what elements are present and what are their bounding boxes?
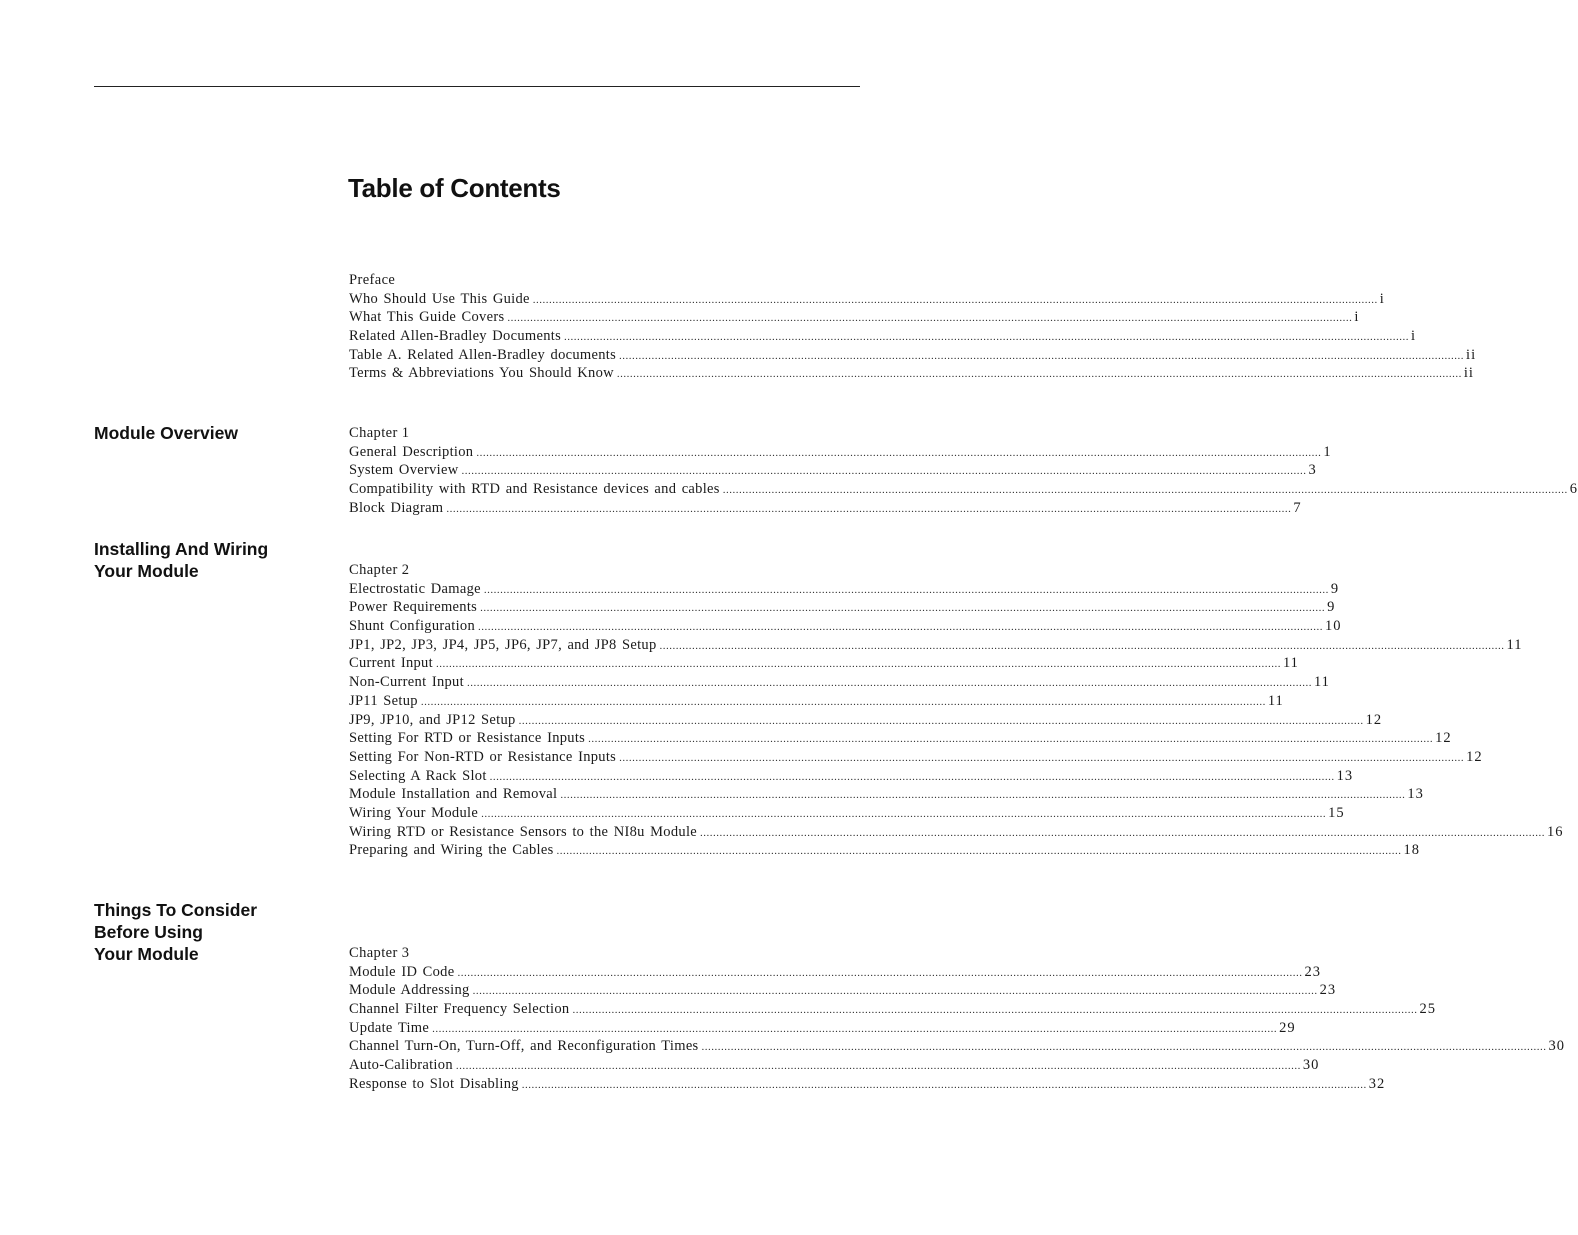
toc-section-chapter-3 [349, 944, 1565, 1094]
toc-entry-title: Module Installation and Removal [349, 786, 558, 803]
toc-entry-title: JP11 Setup [349, 692, 418, 709]
toc-entry[interactable] [349, 443, 1332, 462]
toc-entry-page-number: 25 [1419, 1001, 1436, 1018]
toc-entry-title: JP1, JP2, JP3, JP4, JP5, JP6, JP7, and JP8 Setup [349, 636, 657, 653]
toc-entry-title: System Overview [349, 462, 459, 479]
toc-entry-title: JP9, JP10, and JP12 Setup [349, 711, 516, 728]
section-label: Preface [349, 272, 396, 288]
toc-entry-title: Setting For Non-RTD or Resistance Inputs [349, 748, 617, 765]
toc-entry-title: Preparing and Wiring the Cables [349, 842, 554, 859]
toc-entry-page-number: 1 [1323, 443, 1332, 460]
toc-entry-page-number: 9 [1327, 599, 1336, 616]
toc-entry-page-number: 29 [1279, 1019, 1296, 1036]
toc-entry-title: Non-Current Input [349, 674, 464, 691]
toc-entry[interactable] [349, 290, 1385, 309]
dot-leader: .................................................................................................................................................................................................................................................................... [481, 807, 1327, 820]
toc-entry-page-number: ii [1463, 365, 1474, 382]
toc-entry-page-number: 12 [1435, 730, 1452, 747]
toc-entry[interactable] [349, 499, 1302, 518]
dot-leader: .................................................................................................................................................................................................................................................................... [420, 695, 1266, 708]
toc-entry[interactable] [349, 308, 1360, 327]
side-heading-module-overview: Module Overview [94, 423, 238, 443]
side-heading-line: Your Module [94, 561, 199, 581]
dot-leader: .................................................................................................................................................................................................................................................................... [461, 465, 1307, 478]
toc-entry-page-number: 30 [1548, 1038, 1565, 1055]
dot-leader: .................................................................................................................................................................................................................................................................... [659, 639, 1505, 652]
toc-entry[interactable] [349, 711, 1383, 730]
section-label: Chapter 2 [349, 562, 410, 578]
toc-entry-title: Electrostatic Damage [349, 580, 481, 597]
dot-leader: .................................................................................................................................................................................................................................................................... [446, 502, 1292, 515]
toc-entry-title: Shunt Configuration [349, 618, 476, 635]
dot-leader: .................................................................................................................................................................................................................................................................... [619, 751, 1465, 764]
toc-entry-title: Auto-Calibration [349, 1057, 453, 1074]
toc-entry[interactable] [349, 598, 1336, 617]
toc-entry[interactable] [349, 346, 1477, 365]
toc-section-preface [349, 271, 1477, 383]
dot-leader: .................................................................................................................................................................................................................................................................... [489, 770, 1335, 783]
toc-entry[interactable] [349, 963, 1321, 982]
toc-entry[interactable] [349, 461, 1317, 480]
side-heading-line: Things To Consider [94, 900, 258, 920]
toc-entry[interactable] [349, 1037, 1565, 1056]
side-heading-things-to-consider [94, 899, 324, 965]
toc-entry-page-number: 13 [1407, 786, 1424, 803]
toc-section-chapter-1 [349, 424, 1578, 517]
dot-leader: .................................................................................................................................................................................................................................................................... [572, 1004, 1418, 1017]
toc-entry[interactable] [349, 654, 1299, 673]
toc-entry[interactable] [349, 692, 1284, 711]
section-label: Chapter 3 [349, 945, 410, 961]
toc-entry-page-number: 23 [1304, 963, 1321, 980]
toc-entry-page-number: i [1354, 309, 1360, 326]
toc-entry-page-number: i [1411, 328, 1417, 345]
toc-entry-page-number: 11 [1282, 655, 1299, 672]
dot-leader: .................................................................................................................................................................................................................................................................... [480, 602, 1326, 615]
dot-leader: .................................................................................................................................................................................................................................................................... [455, 1060, 1301, 1073]
dot-leader: .................................................................................................................................................................................................................................................................... [588, 733, 1434, 746]
toc-entry[interactable] [349, 1000, 1436, 1019]
toc-entry-page-number: 16 [1547, 823, 1564, 840]
toc-entry-page-number: 13 [1336, 767, 1354, 784]
toc-entry[interactable] [349, 804, 1345, 823]
toc-entry[interactable] [349, 673, 1330, 692]
toc-entry-title: Who Should Use This Guide [349, 290, 530, 307]
toc-entry-page-number: 12 [1365, 711, 1383, 728]
toc-entry-title: Channel Turn-On, Turn-Off, and Reconfiguration Times [349, 1038, 699, 1055]
toc-entry-page-number: i [1379, 290, 1385, 307]
toc-entry-page-number: 11 [1267, 692, 1284, 709]
toc-entry-page-number: 30 [1302, 1057, 1320, 1074]
dot-leader: .................................................................................................................................................................................................................................................................... [478, 621, 1324, 634]
dot-leader: .................................................................................................................................................................................................................................................................... [483, 583, 1329, 596]
toc-entry-title: Module ID Code [349, 963, 455, 980]
toc-entry-page-number: 18 [1403, 842, 1421, 859]
toc-entry-title: Block Diagram [349, 499, 444, 516]
toc-entry[interactable] [349, 981, 1337, 1000]
toc-entry-page-number: 3 [1308, 462, 1317, 479]
toc-entry-title: Response to Slot Disabling [349, 1075, 519, 1092]
dot-leader: .................................................................................................................................................................................................................................................................... [700, 826, 1546, 839]
dot-leader: .................................................................................................................................................................................................................................................................... [556, 845, 1402, 858]
dot-leader: .................................................................................................................................................................................................................................................................... [518, 714, 1364, 727]
toc-section-chapter-2 [349, 561, 1564, 860]
toc-entry-title: Related Allen-Bradley Documents [349, 328, 562, 345]
toc-entry[interactable] [349, 729, 1452, 748]
side-heading-line: Installing And Wiring [94, 539, 269, 559]
dot-leader: .................................................................................................................................................................................................................................................................... [564, 331, 1410, 344]
toc-entry[interactable] [349, 767, 1354, 786]
toc-entry-title: Channel Filter Frequency Selection [349, 1001, 570, 1018]
side-heading-installing-wiring [94, 538, 324, 582]
toc-entry-title: Module Addressing [349, 982, 470, 999]
toc-entry-title: Power Requirements [349, 599, 478, 616]
toc-entry[interactable] [349, 580, 1340, 599]
dot-leader: .................................................................................................................................................................................................................................................................... [435, 658, 1281, 671]
toc-entry-title: Wiring RTD or Resistance Sensors to the NI8u Module [349, 823, 698, 840]
dot-leader: .................................................................................................................................................................................................................................................................... [466, 677, 1312, 690]
toc-entry[interactable] [349, 480, 1578, 499]
toc-entry-title: Compatibility with RTD and Resistance devices and cables [349, 481, 720, 498]
toc-entry-title: Table A. Related Allen-Bradley documents [349, 346, 617, 363]
dot-leader: .................................................................................................................................................................................................................................................................... [507, 312, 1353, 325]
dot-leader: .................................................................................................................................................................................................................................................................... [532, 293, 1378, 306]
toc-entry-title: Current Input [349, 655, 433, 672]
toc-entry-page-number: 10 [1325, 618, 1342, 635]
toc-entry-page-number: 9 [1330, 580, 1340, 597]
page-title: Table of Contents [348, 173, 561, 203]
toc-entry[interactable] [349, 327, 1417, 346]
toc-entry[interactable] [349, 841, 1421, 860]
dot-leader: .................................................................................................................................................................................................................................................................... [457, 966, 1303, 979]
dot-leader: .................................................................................................................................................................................................................................................................... [722, 484, 1568, 497]
toc-entry-title: Selecting A Rack Slot [349, 767, 487, 784]
toc-entry-title: Setting For RTD or Resistance Inputs [349, 730, 586, 747]
toc-entry[interactable] [349, 636, 1523, 655]
toc-entry-page-number: 12 [1466, 748, 1483, 765]
toc-entry[interactable] [349, 1019, 1296, 1038]
toc-entry[interactable] [349, 785, 1424, 804]
toc-entry-title: Update Time [349, 1019, 430, 1036]
toc-entry-page-number: 15 [1328, 804, 1345, 821]
toc-entry-page-number: 32 [1368, 1075, 1386, 1092]
toc-entry[interactable] [349, 1056, 1320, 1075]
dot-leader: .................................................................................................................................................................................................................................................................... [701, 1041, 1547, 1054]
dot-leader: .................................................................................................................................................................................................................................................................... [472, 985, 1318, 998]
toc-entry-title: What This Guide Covers [349, 309, 505, 326]
toc-entry-page-number: 7 [1293, 499, 1302, 516]
toc-entry[interactable] [349, 364, 1474, 383]
dot-leader: .................................................................................................................................................................................................................................................................... [476, 446, 1322, 459]
side-heading-line: Before Using [94, 922, 203, 942]
toc-entry-page-number: 11 [1506, 636, 1523, 653]
toc-entry[interactable] [349, 748, 1483, 767]
toc-entry[interactable] [349, 617, 1342, 636]
header-rule [94, 86, 860, 87]
dot-leader: .................................................................................................................................................................................................................................................................... [521, 1078, 1367, 1091]
toc-entry[interactable] [349, 1075, 1386, 1094]
toc-entry-page-number: 23 [1319, 982, 1337, 999]
toc-entry[interactable] [349, 823, 1564, 842]
toc-entry-title: General Description [349, 443, 474, 460]
dot-leader: .................................................................................................................................................................................................................................................................... [560, 789, 1406, 802]
dot-leader: .................................................................................................................................................................................................................................................................... [616, 368, 1462, 381]
toc-entry-title: Wiring Your Module [349, 804, 479, 821]
section-label: Chapter 1 [349, 425, 410, 441]
toc-entry-page-number: 6 [1569, 481, 1578, 498]
side-heading-line: Your Module [94, 944, 199, 964]
dot-leader: .................................................................................................................................................................................................................................................................... [619, 349, 1465, 362]
toc-entry-title: Terms & Abbreviations You Should Know [349, 365, 614, 382]
toc-entry-page-number: ii [1466, 346, 1477, 363]
dot-leader: .................................................................................................................................................................................................................................................................... [432, 1022, 1278, 1035]
toc-entry-page-number: 11 [1313, 674, 1330, 691]
